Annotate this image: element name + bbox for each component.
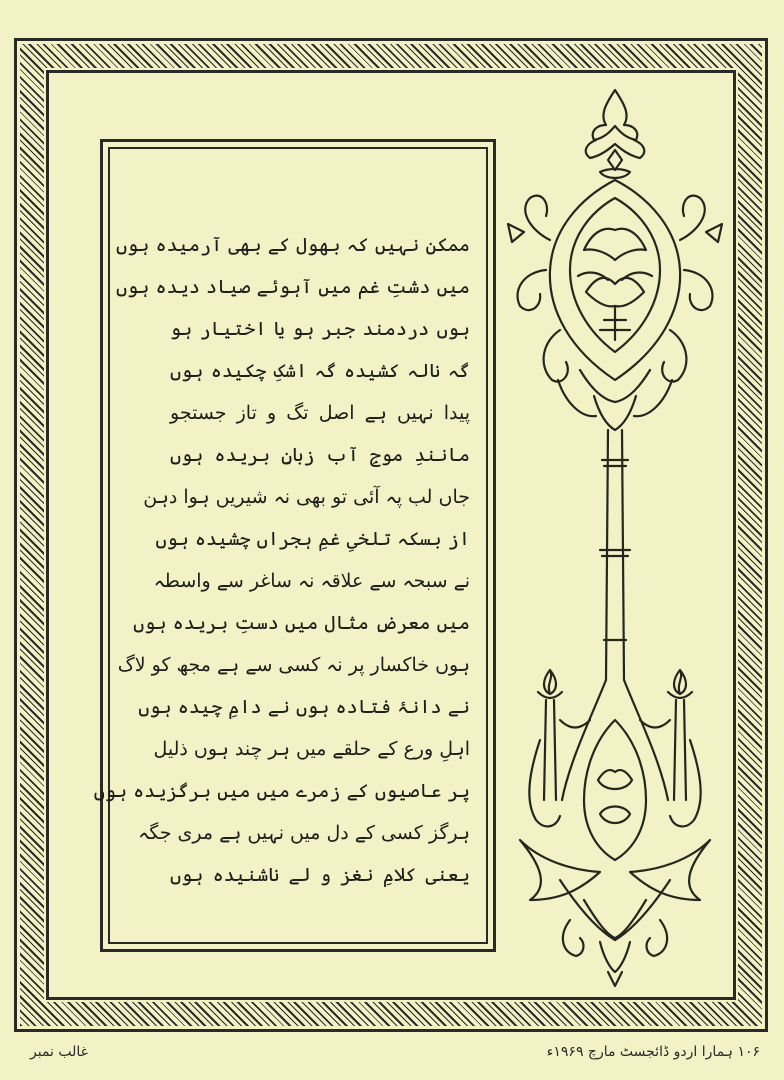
verse-line: ہرگز کسی کے دل میں نہیں ہے مری جگہ xyxy=(138,822,470,844)
verse-line: ہوں دردمند جبر ہو یا اختیار ہو xyxy=(170,318,470,340)
arabesque-ornament xyxy=(500,80,730,1000)
verse-line: اہلِ ورع کے حلقے میں ہر چند ہوں ذلیل xyxy=(153,738,470,760)
verse-line: میں معرضِ مثال میں دستِ بریدہ ہوں xyxy=(133,612,470,634)
verse-line: یعنی کلامِ نغز و لے ناشنیدہ ہوں xyxy=(170,864,470,886)
verse-line: مانندِ موجِ آب زبانِ بریدہ ہوں xyxy=(170,444,470,466)
verse-line: از بسکہ تلخیِ غمِ ہجراں چشیدہ ہوں xyxy=(155,528,470,550)
verse-line: پر عاصیوں کے زمرے میں میں برگزیدہ ہوں xyxy=(93,780,470,802)
verse-line: نے دانۂ فتادہ ہوں نے دامِ چیدہ ہوں xyxy=(138,696,470,718)
verse-line: میں دشتِ غم میں آہوئے صیاد دیدہ ہوں xyxy=(116,276,470,298)
verse-line: گہ نالہ کشیدہ گہ اشکِ چکیدہ ہوں xyxy=(170,360,470,382)
verse-line: ہوں خاکسار پر نہ کسی سے ہے مجھ کو لاگ xyxy=(117,654,470,676)
poem-verses xyxy=(93,224,470,896)
verse-line: پیدا نہیں ہے اصل تگ و تاز جستجو xyxy=(170,402,470,424)
verse-line: جاں لب پہ آئی تو بھی نہ شیریں ہوا دہن xyxy=(143,486,470,508)
verse-line: نے سبحہ سے علاقہ نہ ساغر سے واسطہ xyxy=(153,570,470,592)
footer-page-info: ۱۰۶ ہمارا اردو ڈائجسٹ مارچ ۱۹۶۹ء xyxy=(546,1044,760,1060)
verse-line: ممکن نہیں کہ بھول کے بھی آرمیدہ ہوں xyxy=(116,234,470,256)
footer-issue-title: غالب نمبر xyxy=(30,1044,88,1060)
